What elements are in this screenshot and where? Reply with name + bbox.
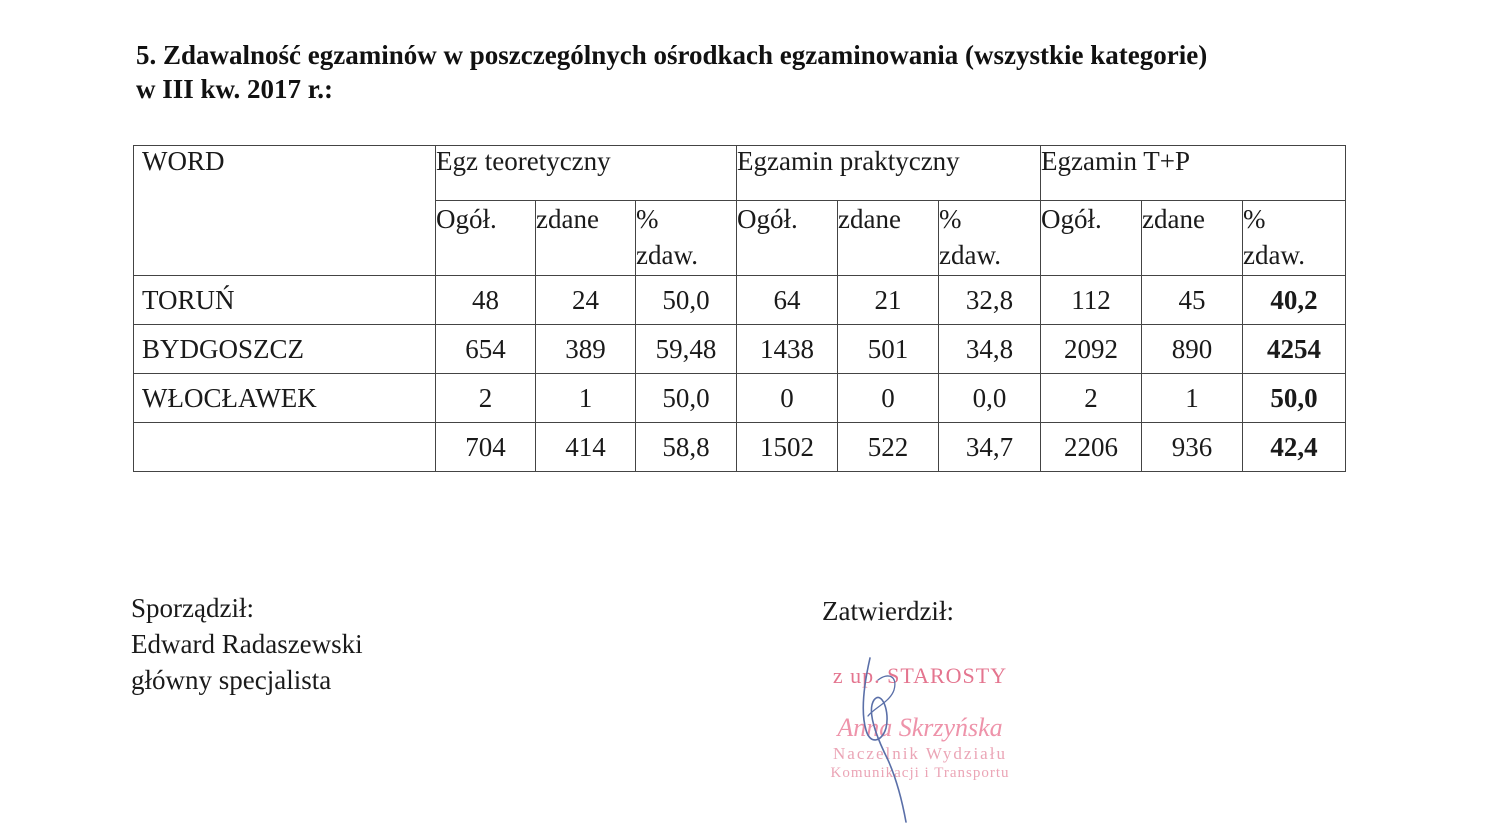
table-cell: 389	[536, 325, 636, 374]
prepared-by-block	[131, 590, 363, 698]
subheader-percent: % zdaw.	[939, 201, 1041, 276]
row-label: WŁOCŁAWEK	[134, 374, 436, 423]
row-label: TORUŃ	[134, 276, 436, 325]
table-cell: 50,0	[636, 374, 737, 423]
prepared-by-name: Edward Radaszewski	[131, 629, 363, 659]
table-cell: 1502	[737, 423, 838, 472]
table-cell: 42,4	[1243, 423, 1346, 472]
subheader-percent: % zdaw.	[1243, 201, 1346, 276]
table-cell: 24	[536, 276, 636, 325]
table-row-total	[134, 423, 1346, 472]
table-cell: 0	[838, 374, 939, 423]
title-line-1: 5. Zdawalność egzaminów w poszczególnych ośrodkach egzaminowania (wszystkie kategorie)	[136, 40, 1208, 70]
table-cell: 414	[536, 423, 636, 472]
table-cell: 32,8	[939, 276, 1041, 325]
table-cell: 2	[436, 374, 536, 423]
table-cell: 1	[536, 374, 636, 423]
table-cell: 4254	[1243, 325, 1346, 374]
subheader-percent: % zdaw.	[636, 201, 737, 276]
table-cell: 2206	[1041, 423, 1142, 472]
stamp-title-line: Naczelnik Wydziału	[833, 744, 1007, 763]
subheader-total: Ogół.	[1041, 201, 1142, 276]
title-line-2: w III kw. 2017 r.:	[136, 74, 334, 104]
group-header-theory: Egz teoretyczny	[436, 146, 737, 201]
table-row	[134, 325, 1346, 374]
table-cell: 936	[1142, 423, 1243, 472]
table-cell: 21	[838, 276, 939, 325]
table-row	[134, 374, 1346, 423]
table-cell: 890	[1142, 325, 1243, 374]
approved-by-label: Zatwierdził:	[822, 596, 954, 626]
prepared-by-role: główny specjalista	[131, 665, 332, 695]
table-cell: 48	[436, 276, 536, 325]
table-cell: 654	[436, 325, 536, 374]
subheader-passed: zdane	[536, 201, 636, 276]
table-cell: 1438	[737, 325, 838, 374]
handwritten-signature	[770, 650, 1070, 825]
table-cell: 501	[838, 325, 939, 374]
stamp-authority-line: z up. STAROSTY	[832, 663, 1008, 688]
table-cell: 34,7	[939, 423, 1041, 472]
prepared-by-label: Sporządził:	[131, 593, 254, 623]
table-cell: 112	[1041, 276, 1142, 325]
row-label	[134, 423, 436, 472]
table-cell: 2092	[1041, 325, 1142, 374]
subheader-total: Ogół.	[436, 201, 536, 276]
table-cell: 34,8	[939, 325, 1041, 374]
table-cell: 50,0	[1243, 374, 1346, 423]
table-cell: 704	[436, 423, 536, 472]
table-cell: 1	[1142, 374, 1243, 423]
word-header: WORD	[134, 146, 436, 276]
table-cell: 522	[838, 423, 939, 472]
group-header-combined: Egzamin T+P	[1041, 146, 1346, 201]
pass-rate-table	[133, 145, 1346, 472]
stamp-name-line: Anna Skrzyńska	[837, 713, 1003, 742]
table-cell: 45	[1142, 276, 1243, 325]
table-cell: 59,48	[636, 325, 737, 374]
subheader-total: Ogół.	[737, 201, 838, 276]
table-cell: 50,0	[636, 276, 737, 325]
table-cell: 0,0	[939, 374, 1041, 423]
table-cell: 2	[1041, 374, 1142, 423]
table-cell: 40,2	[1243, 276, 1346, 325]
table-header-row	[134, 146, 1346, 201]
subheader-passed: zdane	[1142, 201, 1243, 276]
row-label: BYDGOSZCZ	[134, 325, 436, 374]
stamp-department-line: Komunikacji i Transportu	[830, 765, 1010, 781]
official-stamp	[770, 650, 1070, 825]
table-row	[134, 276, 1346, 325]
table-cell: 64	[737, 276, 838, 325]
table-cell: 0	[737, 374, 838, 423]
document-title	[136, 38, 1356, 106]
table-cell: 58,8	[636, 423, 737, 472]
subheader-passed: zdane	[838, 201, 939, 276]
group-header-practical: Egzamin praktyczny	[737, 146, 1041, 201]
